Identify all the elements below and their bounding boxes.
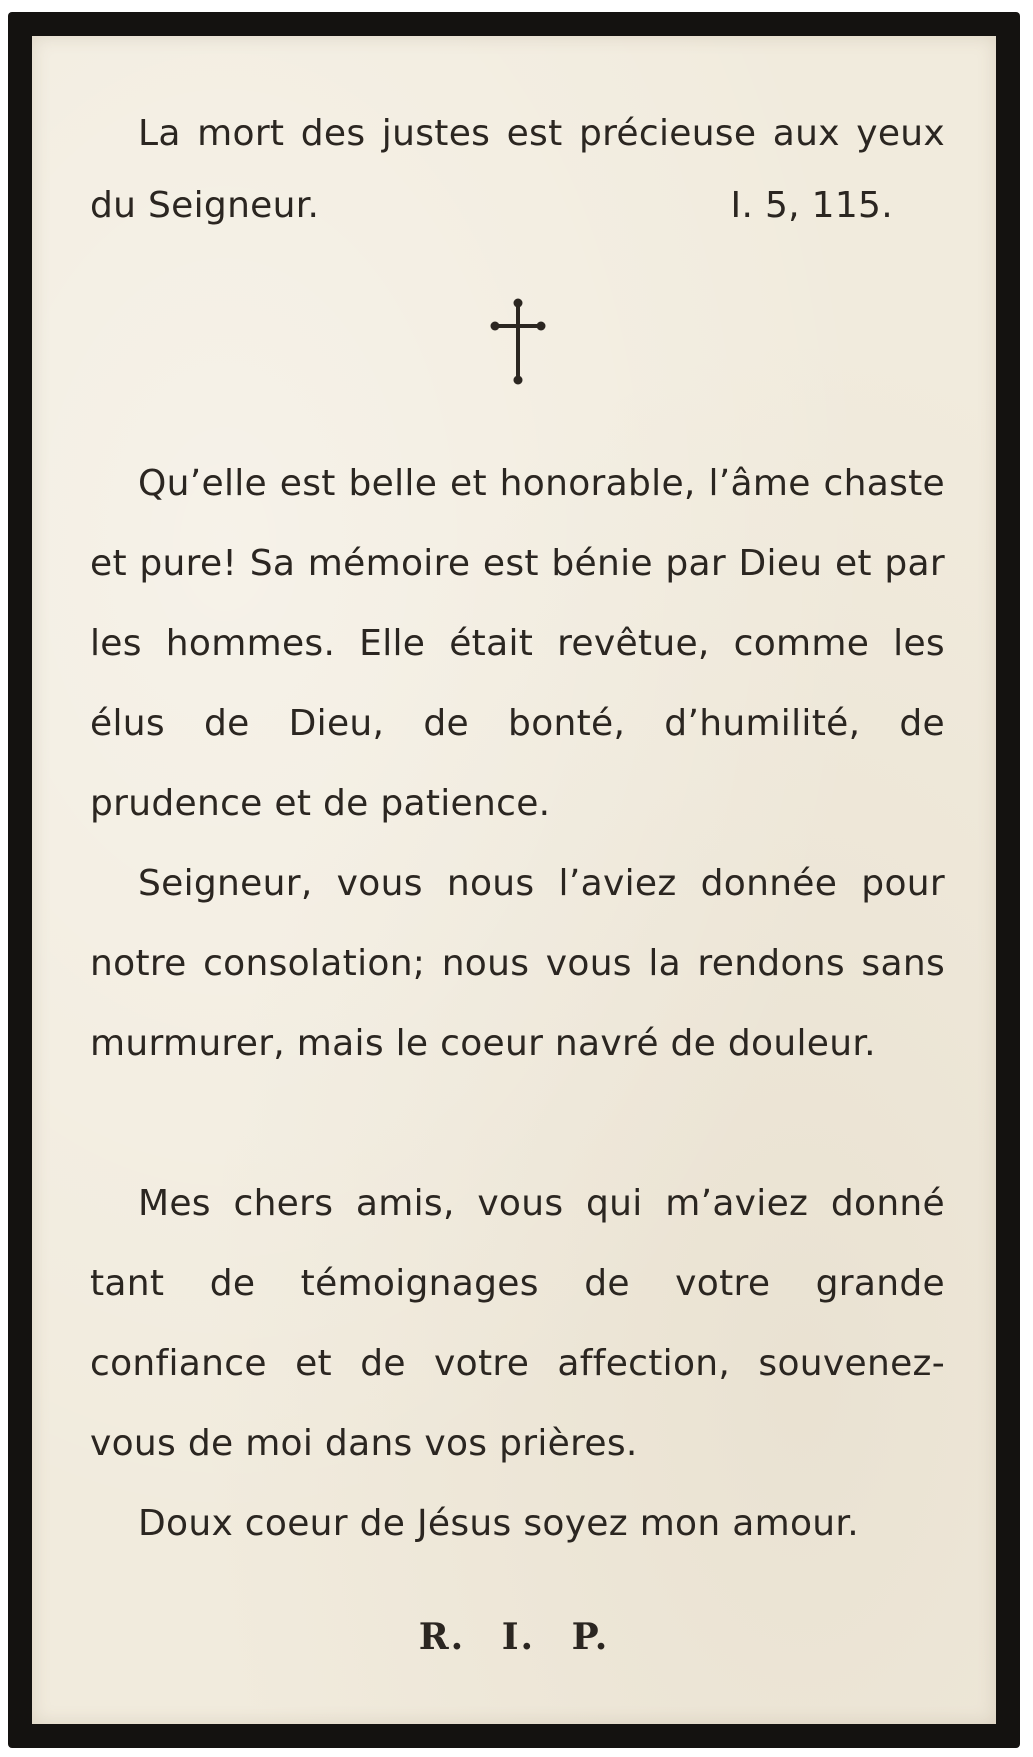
epigraph-reference: I. 5, 115. [730, 185, 893, 226]
epigraph-text: La mort des justes est précieuse aux yeux du Seigneur. [90, 113, 945, 226]
paragraph-sacred-heart: Doux coeur de Jésus soyez mon amour. [138, 1503, 859, 1544]
memorial-card [32, 36, 996, 1724]
paragraph-prayer-to-lord: Seigneur, vous nous l’aviez donnée pour notre consolation; nous vous la rendons sans murmurer, mais le coeur navré de douleur. [90, 863, 945, 1064]
epigraph [90, 98, 945, 242]
paragraph-to-friends: Mes chers amis, vous qui m’aviez donné tant de témoignages de votre grande confiance et de votre affection, souvenez-vous de moi dans vos prières. [90, 1183, 945, 1464]
rip-closing: R. I. P. [418, 1616, 610, 1658]
paragraph-eulogy: Qu’elle est belle et honorable, l’âme chaste et pure! Sa mémoire est bénie par Dieu et par les hommes. Elle était revêtue, comme les élus de Dieu, de bonté, d’humilité, de prudence et de patience. [90, 463, 945, 824]
cross-icon [490, 298, 546, 386]
